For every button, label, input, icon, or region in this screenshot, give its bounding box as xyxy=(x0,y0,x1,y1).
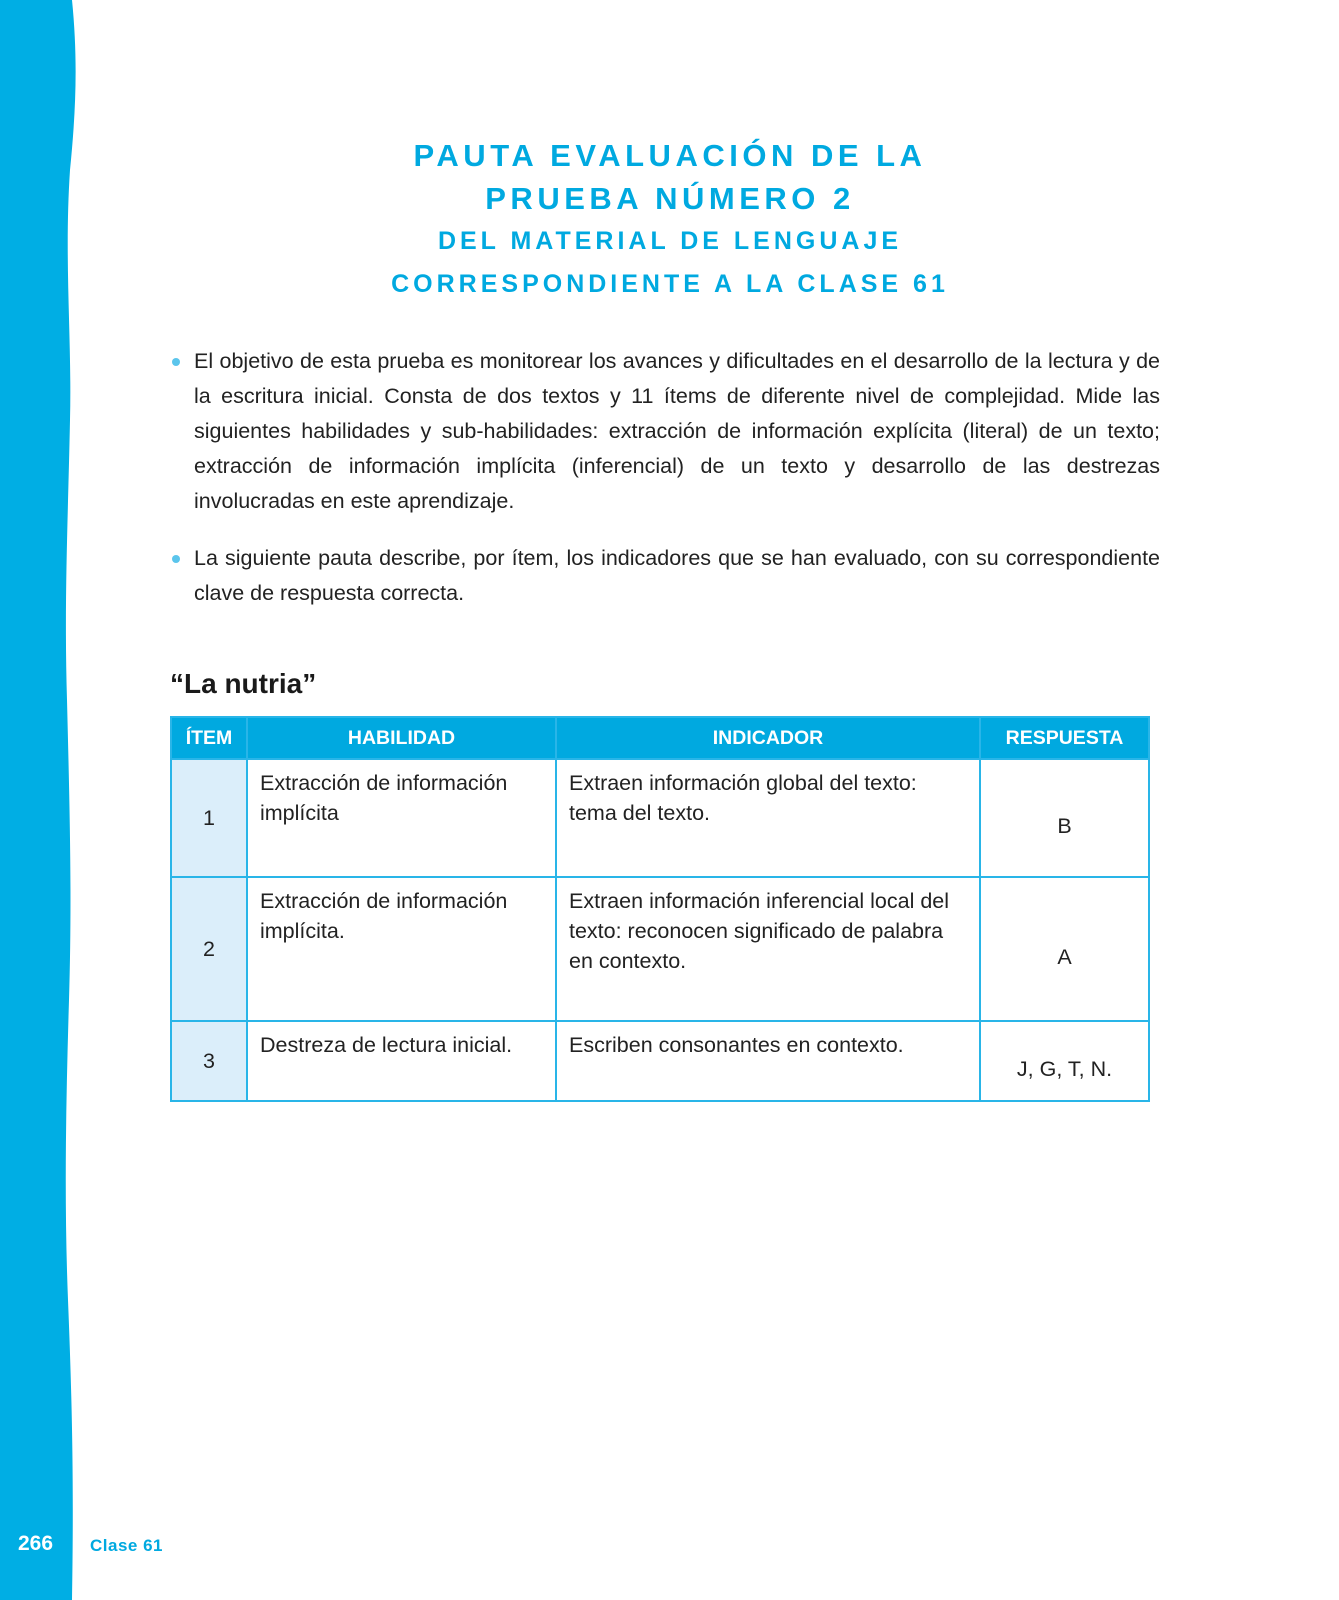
header-indicador: INDICADOR xyxy=(556,717,980,759)
title-line-4: CORRESPONDIENTE A LA CLASE 61 xyxy=(391,270,949,298)
evaluation-table xyxy=(170,716,1148,1102)
respuesta-value: J, G, T, N. xyxy=(1016,1057,1113,1081)
header-respuesta: RESPUESTA xyxy=(980,717,1149,759)
bullet-dot-icon xyxy=(172,555,180,563)
cell-item: 1 xyxy=(171,759,247,877)
table-row xyxy=(171,1021,1149,1101)
cell-item: 3 xyxy=(171,1021,247,1101)
cell-indicador: Extraen información global del texto: tema del texto. xyxy=(556,759,980,877)
cell-habilidad: Destreza de lectura inicial. xyxy=(247,1021,556,1101)
title-line-2: PRUEBA NÚMERO 2 xyxy=(485,181,855,216)
bullet-dot-icon xyxy=(172,358,180,366)
side-band xyxy=(0,0,90,1600)
title-line-1: PAUTA EVALUACIÓN DE LA xyxy=(413,138,927,173)
class-label: Clase 61 xyxy=(90,1536,163,1555)
cell-respuesta xyxy=(980,877,1149,1021)
table-header-row xyxy=(171,717,1149,759)
page-title xyxy=(170,134,1170,306)
cell-respuesta xyxy=(980,759,1149,877)
cell-respuesta xyxy=(980,1021,1149,1101)
respuesta-value: A xyxy=(1057,945,1072,969)
cell-habilidad: Extracción de información implícita xyxy=(247,759,556,877)
wavy-band-decoration xyxy=(0,0,90,1600)
cell-indicador: Extraen información inferencial local del texto: reconocen significado de palabra en contexto. xyxy=(556,877,980,1021)
section-title: “La nutria” xyxy=(170,668,317,699)
header-item: ÍTEM xyxy=(171,717,247,759)
respuesta-value: B xyxy=(1057,814,1072,838)
bullet-text: La siguiente pauta describe, por ítem, los indicadores que se han evaluado, con su correspondiente clave de respuesta correcta. xyxy=(194,546,1160,605)
cell-item: 2 xyxy=(171,877,247,1021)
cell-indicador: Escriben consonantes en contexto. xyxy=(556,1021,980,1101)
header-habilidad: HABILIDAD xyxy=(247,717,556,759)
bullet-text: El objetivo de esta prueba es monitorear los avances y dificultades en el desarrollo de la lectura y de la escritura inicial. Consta de dos textos y 11 ítems de diferente nivel de complejidad. Mide las siguientes habilidades y sub-habilidades: extracción de información explícita (literal) de un texto; extracción de información implícita (inferencial) de un texto y desarrollo de las destrezas involucradas en este aprendizaje. xyxy=(194,349,1160,513)
title-line-3: DEL MATERIAL DE LENGUAJE xyxy=(437,227,903,255)
table-row xyxy=(171,759,1149,877)
page-number: 266 xyxy=(18,1532,54,1555)
bullet-list xyxy=(170,344,1160,633)
table-row xyxy=(171,877,1149,1021)
bullet-item xyxy=(170,344,1160,519)
bullet-item xyxy=(170,541,1160,611)
cell-habilidad: Extracción de información implícita. xyxy=(247,877,556,1021)
